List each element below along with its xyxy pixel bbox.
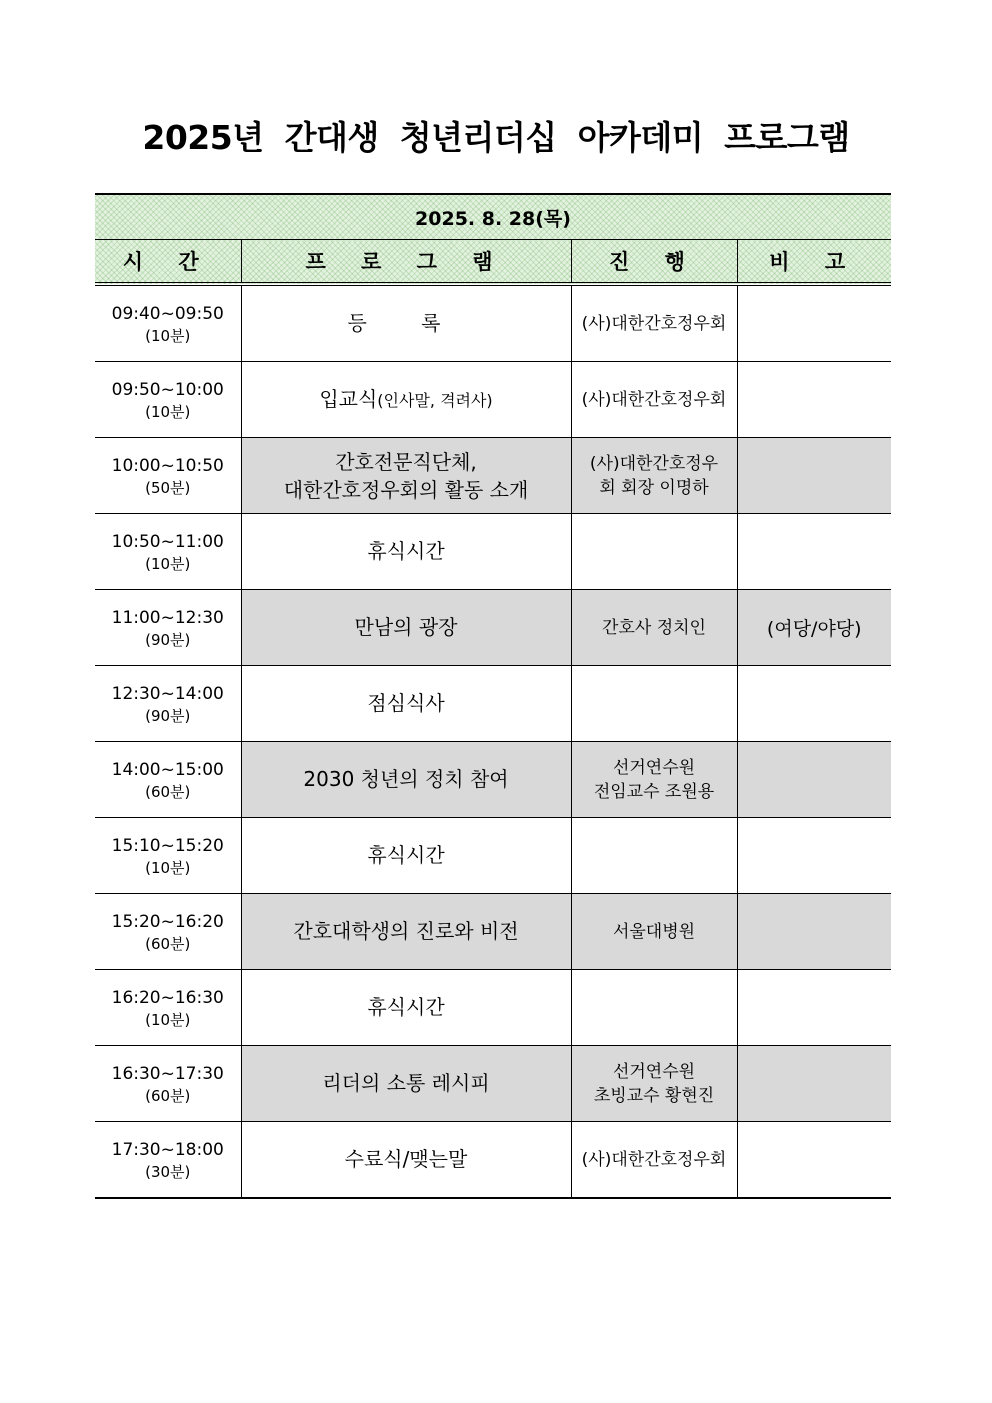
header-lead: 진 행 — [571, 240, 737, 285]
lead-name-line2: 회 회장 이명하 — [599, 477, 709, 498]
program-cell — [241, 970, 571, 1046]
lead-name: 간호사 정치인 — [602, 617, 706, 638]
lead-cell — [571, 362, 737, 438]
header-time: 시 간 — [95, 240, 241, 285]
program-name: 입교식 — [319, 386, 378, 411]
time-range: 09:40~09:50 — [111, 303, 224, 324]
program-name-line2: 대한간호정우회의 활동 소개 — [283, 477, 529, 502]
time-range: 17:30~18:00 — [111, 1139, 224, 1160]
program-name: 2030 청년의 정치 참여 — [303, 766, 509, 791]
program-name: 휴식시간 — [367, 842, 445, 867]
time-range: 10:50~11:00 — [111, 531, 224, 552]
program-name: 휴식시간 — [367, 994, 445, 1019]
duration: (10분) — [145, 554, 191, 573]
lead-name-line2: 초빙교수 황현진 — [593, 1085, 715, 1106]
duration: (60분) — [145, 1086, 191, 1105]
program-cell — [241, 742, 571, 818]
time-cell — [95, 894, 241, 970]
lead-name-line2: 전임교수 조원용 — [593, 781, 715, 802]
time-range: 15:20~16:20 — [111, 911, 224, 932]
time-range: 16:30~17:30 — [111, 1063, 224, 1084]
lead-name: (사)대한간호정우 — [589, 453, 719, 474]
program-name: 리더의 소통 레시피 — [322, 1070, 490, 1095]
time-cell — [95, 970, 241, 1046]
time-range: 15:10~15:20 — [111, 835, 224, 856]
lead-name: (사)대한간호정우회 — [581, 389, 727, 410]
program-cell — [241, 1122, 571, 1199]
time-cell — [95, 514, 241, 590]
program-cell — [241, 894, 571, 970]
lead-name: 서울대병원 — [612, 921, 696, 942]
lead-name: 선거연수원 — [612, 1061, 696, 1082]
lead-cell — [571, 894, 737, 970]
lead-name: (사)대한간호정우회 — [581, 1149, 727, 1170]
program-cell — [241, 666, 571, 742]
program-cell — [241, 590, 571, 666]
duration: (90분) — [145, 706, 191, 725]
table-row — [95, 514, 891, 590]
program-name: 만남의 광장 — [354, 614, 458, 639]
note-cell — [737, 970, 891, 1046]
duration: (50분) — [145, 478, 191, 497]
duration: (60분) — [145, 782, 191, 801]
lead-cell — [571, 590, 737, 666]
duration: (10분) — [145, 858, 191, 877]
note-cell — [737, 666, 891, 742]
note-cell — [737, 438, 891, 514]
lead-cell — [571, 438, 737, 514]
lead-cell — [571, 514, 737, 590]
note-cell: (여당/야당) — [737, 590, 891, 666]
duration: (10분) — [145, 326, 191, 345]
table-row — [95, 438, 891, 514]
program-detail: (인사말, 격려사) — [377, 390, 493, 410]
duration: (10분) — [145, 402, 191, 421]
program-name: 등 록 — [347, 310, 465, 335]
header-program: 프 로 그 램 — [241, 240, 571, 285]
lead-cell — [571, 970, 737, 1046]
note-cell — [737, 742, 891, 818]
program-cell — [241, 514, 571, 590]
table-row — [95, 1046, 891, 1122]
time-cell — [95, 666, 241, 742]
program-name: 점심식사 — [367, 690, 445, 715]
time-cell — [95, 284, 241, 362]
time-cell — [95, 818, 241, 894]
lead-cell — [571, 284, 737, 362]
table-row — [95, 590, 891, 666]
lead-cell — [571, 1122, 737, 1199]
program-name: 수료식/맺는말 — [344, 1146, 468, 1171]
duration: (90분) — [145, 630, 191, 649]
lead-name: (사)대한간호정우회 — [581, 313, 727, 334]
program-cell — [241, 284, 571, 362]
time-range: 16:20~16:30 — [111, 987, 224, 1008]
lead-cell — [571, 1046, 737, 1122]
header-note: 비 고 — [737, 240, 891, 285]
table-row — [95, 666, 891, 742]
note-cell — [737, 894, 891, 970]
page-title: 2025년 간대생 청년리더십 아카데미 프로그램 — [142, 118, 850, 157]
time-cell — [95, 1122, 241, 1199]
program-cell — [241, 438, 571, 514]
time-range: 09:50~10:00 — [111, 379, 224, 400]
table-row — [95, 970, 891, 1046]
program-cell — [241, 818, 571, 894]
time-cell — [95, 438, 241, 514]
table-row — [95, 818, 891, 894]
event-date: 2025. 8. 28(목) — [95, 194, 891, 240]
program-name: 휴식시간 — [367, 538, 445, 563]
lead-cell — [571, 666, 737, 742]
program-name: 간호대학생의 진로와 비전 — [293, 918, 519, 943]
note-cell — [737, 1122, 891, 1199]
note-cell — [737, 514, 891, 590]
duration: (10분) — [145, 1010, 191, 1029]
time-cell — [95, 1046, 241, 1122]
time-range: 10:00~10:50 — [111, 455, 224, 476]
lead-cell — [571, 818, 737, 894]
program-cell — [241, 1046, 571, 1122]
time-cell — [95, 362, 241, 438]
note-cell — [737, 818, 891, 894]
time-range: 12:30~14:00 — [111, 683, 224, 704]
note-cell — [737, 1046, 891, 1122]
note-cell — [737, 284, 891, 362]
time-cell — [95, 590, 241, 666]
date-row — [95, 194, 891, 240]
time-range: 11:00~12:30 — [111, 607, 224, 628]
time-range: 14:00~15:00 — [111, 759, 224, 780]
program-cell — [241, 362, 571, 438]
duration: (30분) — [145, 1162, 191, 1181]
table-row — [95, 284, 891, 362]
schedule-table — [95, 193, 891, 1199]
table-row — [95, 894, 891, 970]
table-row — [95, 1122, 891, 1199]
note-cell — [737, 362, 891, 438]
table-row — [95, 742, 891, 818]
header-row — [95, 240, 891, 285]
lead-name: 선거연수원 — [612, 757, 696, 778]
duration: (60분) — [145, 934, 191, 953]
program-name: 간호전문직단체, — [335, 449, 477, 474]
table-row — [95, 362, 891, 438]
lead-cell — [571, 742, 737, 818]
time-cell — [95, 742, 241, 818]
